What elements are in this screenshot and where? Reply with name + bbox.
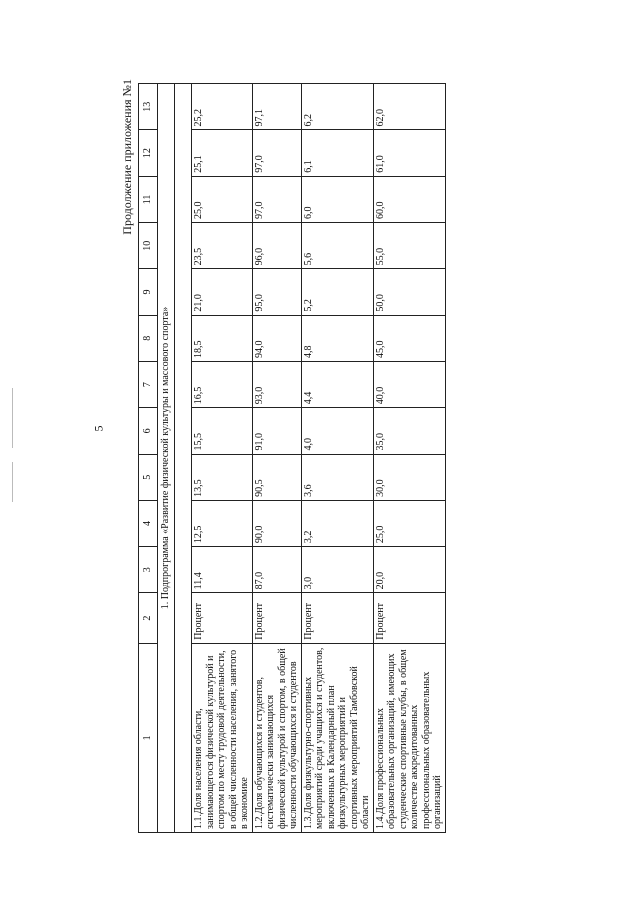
value-cell: 3,0 xyxy=(301,547,373,593)
value-cell: 16,5 xyxy=(192,361,253,407)
value-cell: 40,0 xyxy=(373,361,445,407)
value-cell: 3,2 xyxy=(301,500,373,546)
value-cell: 4,0 xyxy=(301,408,373,454)
value-cell: 87,0 xyxy=(252,547,301,593)
spacer-row xyxy=(175,84,192,833)
value-cell: 4,4 xyxy=(301,361,373,407)
column-number: 2 xyxy=(139,593,158,643)
indicators-table xyxy=(138,83,446,833)
value-cell: 45,0 xyxy=(373,315,445,361)
unit-cell: Процент xyxy=(301,593,373,643)
column-number: 10 xyxy=(139,223,158,269)
table-row xyxy=(192,84,253,833)
spacer-cell xyxy=(175,84,192,833)
column-number: 8 xyxy=(139,315,158,361)
column-number: 12 xyxy=(139,130,158,176)
column-number: 11 xyxy=(139,176,158,222)
value-cell: 3,6 xyxy=(301,454,373,500)
indicator-name: 1.2.Доля обучающихся и студентов, систематически занимающихся физической культурой и спортом, в общей численности обучающихся и студентов xyxy=(252,643,301,832)
value-cell: 25,1 xyxy=(192,130,253,176)
value-cell: 25,0 xyxy=(192,176,253,222)
column-number: 6 xyxy=(139,408,158,454)
value-cell: 97,1 xyxy=(252,84,301,130)
value-cell: 30,0 xyxy=(373,454,445,500)
rotated-sheet xyxy=(120,73,640,833)
value-cell: 90,5 xyxy=(252,454,301,500)
value-cell: 61,0 xyxy=(373,130,445,176)
value-cell: 6,2 xyxy=(301,84,373,130)
value-cell: 96,0 xyxy=(252,223,301,269)
value-cell: 60,0 xyxy=(373,176,445,222)
value-cell: 35,0 xyxy=(373,408,445,454)
scan-artifact xyxy=(12,388,13,448)
value-cell: 62,0 xyxy=(373,84,445,130)
value-cell: 93,0 xyxy=(252,361,301,407)
value-cell: 5,6 xyxy=(301,223,373,269)
indicator-name: 1.4.Доля профессиональных образовательных организаций, имеющих студенческие спортивные клубы, в общем количестве аккредитованных профессиональных образовательных организаций xyxy=(373,643,445,832)
value-cell: 20,0 xyxy=(373,547,445,593)
value-cell: 90,0 xyxy=(252,500,301,546)
column-number: 9 xyxy=(139,269,158,315)
section-row xyxy=(158,84,175,833)
value-cell: 13,5 xyxy=(192,454,253,500)
value-cell: 6,0 xyxy=(301,176,373,222)
value-cell: 4,8 xyxy=(301,315,373,361)
value-cell: 12,5 xyxy=(192,500,253,546)
value-cell: 55,0 xyxy=(373,223,445,269)
column-number: 4 xyxy=(139,500,158,546)
table-row xyxy=(301,84,373,833)
value-cell: 50,0 xyxy=(373,269,445,315)
continuation-label: Продолжение приложения №1 xyxy=(120,79,134,235)
column-number: 5 xyxy=(139,454,158,500)
value-cell: 23,5 xyxy=(192,223,253,269)
value-cell: 97,0 xyxy=(252,130,301,176)
column-number: 7 xyxy=(139,361,158,407)
unit-cell: Процент xyxy=(192,593,253,643)
value-cell: 25,0 xyxy=(373,500,445,546)
landscape-content xyxy=(120,73,640,833)
value-cell: 97,0 xyxy=(252,176,301,222)
value-cell: 21,0 xyxy=(192,269,253,315)
indicator-name: 1.3.Доля физкультурно-спортивных мероприятий среди учащихся и студентов, включенных в Календарный план физкультурных мероприятий и спортивных мероприятий Тамбовской области xyxy=(301,643,373,832)
value-cell: 11,4 xyxy=(192,547,253,593)
column-number: 1 xyxy=(139,643,158,832)
column-number: 13 xyxy=(139,84,158,130)
table-row xyxy=(373,84,445,833)
value-cell: 5,2 xyxy=(301,269,373,315)
scan-artifact xyxy=(12,462,13,502)
table-row xyxy=(252,84,301,833)
value-cell: 18,5 xyxy=(192,315,253,361)
value-cell: 91,0 xyxy=(252,408,301,454)
value-cell: 6,1 xyxy=(301,130,373,176)
value-cell: 95,0 xyxy=(252,269,301,315)
value-cell: 25,2 xyxy=(192,84,253,130)
unit-cell: Процент xyxy=(252,593,301,643)
value-cell: 94,0 xyxy=(252,315,301,361)
section-title: 1. Подпрограмма «Развитие физической культуры и массового спорта» xyxy=(158,84,175,833)
unit-cell: Процент xyxy=(373,593,445,643)
indicator-name: 1.1.Доля населения области, занимающегося физической культурой и спортом по месту трудовой деятельности, в общей численности населения, занятого в экономике xyxy=(192,643,253,832)
page-number: 5 xyxy=(91,425,106,432)
column-number-row xyxy=(139,84,158,833)
value-cell: 15,5 xyxy=(192,408,253,454)
column-number: 3 xyxy=(139,547,158,593)
